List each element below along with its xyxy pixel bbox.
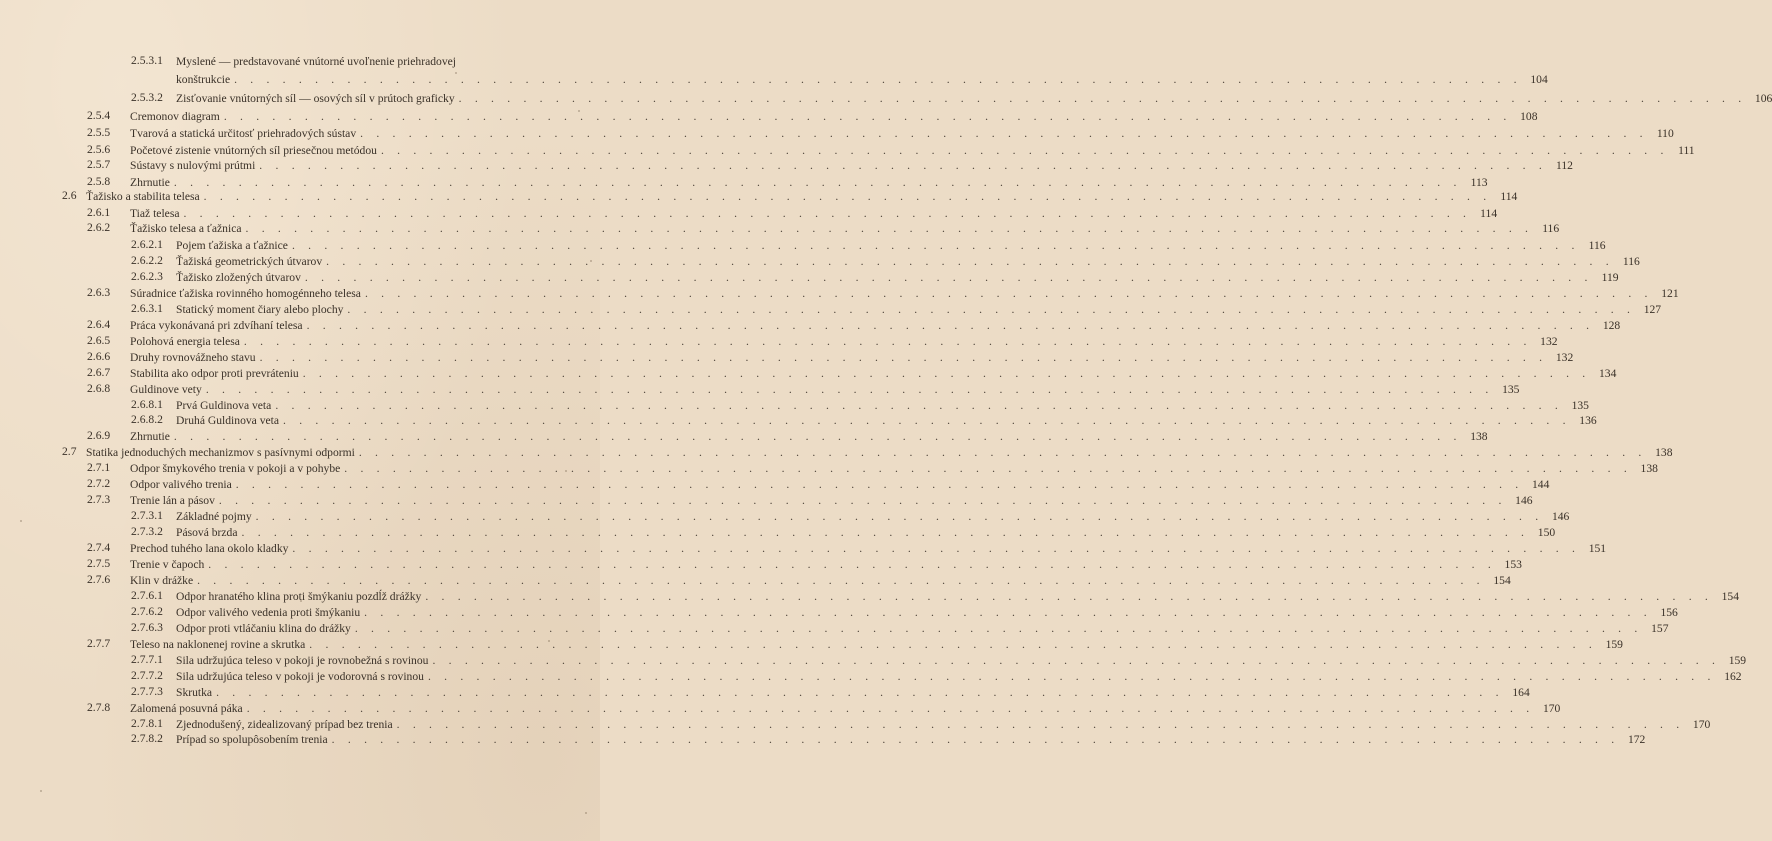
dot-leader: . . . . . . . . . . . . . . . . . . . . . . . . . . . . . . . . . . . . . . . . . . . . . . . . . . . . . . . . . . . . . . . . . . . . . . . . . . . . . . . . (360, 127, 1648, 140)
dot-leader: . . . . . . . . . . . . . . . . . . . . . . . . . . . . . . . . . . . . . . . . . . . . . . . . . . . . . . . . . . . . . . . . . . . . . . . . . . . . . . . . (302, 367, 1591, 380)
toc-entry-title: Trenie lán a pásov (130, 494, 215, 507)
toc-entry-page: 127 (1643, 303, 1662, 316)
toc-entry-page: 113 (1470, 176, 1488, 189)
toc-entry-number: 2.7.2 (87, 477, 111, 490)
toc-entry-title: Odpor valivého trenia (130, 478, 232, 491)
paper-speck (40, 790, 42, 792)
toc-entry-title: Statický moment čiary alebo plochy (176, 303, 344, 316)
paper-speck (585, 812, 587, 814)
toc-entry-number: 2.6.2 (87, 221, 111, 234)
toc-entry-title: Prípad so spolupôsobením trenia (176, 733, 328, 746)
toc-entry[interactable] (176, 685, 1530, 701)
dot-leader: . . . . . . . . . . . . . . . . . . . . . . . . . . . . . . . . . . . . . . . . . . . . . . . . . . . . . . . . . . . . . . . . . . . . . . . . . . . . . . . . (234, 73, 1522, 86)
toc-entry-number: 2.5.7 (87, 158, 111, 171)
toc-entry-page: 132 (1555, 351, 1574, 364)
toc-entry-title: Stabilita ako odpor proti prevráteniu (130, 367, 299, 380)
toc-entry-number: 2.7.8.1 (131, 717, 163, 730)
toc-entry-title: Druhá Guldinova veta (176, 414, 280, 427)
dot-leader: . . . . . . . . . . . . . . . . . . . . . . . . . . . . . . . . . . . . . . . . . . . . . . . . . . . . . . . . . . . . . . . . . . . . . . . . . . . . . . . . (275, 399, 1563, 412)
dot-leader: . . . . . . . . . . . . . . . . . . . . . . . . . . . . . . . . . . . . . . . . . . . . . . . . . . . . . . . . . . . . . . . . . . . . . . . . . . . . . . . . (304, 271, 1593, 284)
toc-entry-number: 2.7.7 (87, 637, 111, 650)
toc-entry-title: Teleso na naklonenej rovine a skrutka (130, 638, 306, 651)
dot-leader: . . . . . . . . . . . . . . . . . . . . . . . . . . . . . . . . . . . . . . . . . . . . . . . . . . . . . . . . . . . . . . . . . . . . . . . . . . . . . . . . (358, 446, 1647, 459)
toc-entry[interactable] (130, 109, 1538, 125)
toc-entry-number: 2.7.7.2 (131, 669, 163, 682)
toc-entry-number: 2.7.3 (87, 493, 111, 506)
toc-entry-number: 2.7.3.2 (131, 525, 163, 538)
dot-leader: . . . . . . . . . . . . . . . . . . . . . . . . . . . . . . . . . . . . . . . . . . . . . . . . . . . . . . . . . . . . . . . . . . . . . . . . . . . . . . . . (203, 190, 1492, 203)
toc-entry[interactable] (130, 350, 1574, 366)
dot-leader: . . . . . . . . . . . . . . . . . . . . . . . . . . . . . . . . . . . . . . . . . . . . . . . . . . . . . . . . . . . . . . . . . . . . . . . . . . . . . . . . (183, 207, 1472, 220)
toc-entry-title: Sila udržujúca teleso v pokoji je vodorovná s rovinou (176, 670, 424, 683)
toc-entry[interactable] (130, 557, 1522, 573)
dot-leader: . . . . . . . . . . . . . . . . . . . . . . . . . . . . . . . . . . . . . . . . . . . . . . . . . . . . . . . . . . . . . . . . . . . . . . . . . . . . . . . . (218, 494, 1507, 507)
dot-leader: . . . . . . . . . . . . . . . . . . . . . . . . . . . . . . . . . . . . . . . . . . . . . . . . . . . . . . . . . . . . . . . . . . . . . . . . . . . . . . . . (347, 303, 1636, 316)
toc-entry-number: 2.7.6.3 (131, 621, 163, 634)
dot-leader: . . . . . . . . . . . . . . . . . . . . . . . . . . . . . . . . . . . . . . . . . . . . . . . . . . . . . . . . . . . . . . . . . . . . . . . . . . . . . . . . (259, 351, 1548, 364)
dot-leader: . . . . . . . . . . . . . . . . . . . . . . . . . . . . . . . . . . . . . . . . . . . . . . . . . . . . . . . . . . . . . . . . . . . . . . . . . . . . . . . . (364, 287, 1653, 300)
toc-entry[interactable] (176, 669, 1742, 685)
toc-entry-page: 108 (1520, 110, 1538, 123)
toc-entry[interactable] (130, 429, 1488, 445)
toc-entry-number: 2.6 (62, 189, 77, 202)
toc-entry-page: 151 (1588, 542, 1607, 555)
dot-leader: . . . . . . . . . . . . . . . . . . . . . . . . . . . . . . . . . . . . . . . . . . . . . . . . . . . . . . . . . . . . . . . . . . . . . . . . . . . . . . . . (326, 255, 1614, 268)
toc-entry-number: 2.5.4 (87, 109, 111, 122)
toc-entry-number: 2.6.7 (87, 366, 111, 379)
toc-entry-number: 2.5.6 (87, 143, 111, 156)
toc-entry[interactable] (176, 254, 1640, 270)
toc-entry[interactable] (130, 286, 1679, 302)
toc-entry[interactable] (176, 621, 1669, 637)
toc-entry-title: Sila udržujúca teleso v pokoji je rovnobežná s rovinou (176, 654, 429, 667)
toc-entry-page: 157 (1651, 622, 1669, 635)
toc-entry[interactable] (130, 461, 1658, 477)
toc-entry-page: 138 (1640, 462, 1658, 475)
dot-leader: . . . . . . . . . . . . . . . . . . . . . . . . . . . . . . . . . . . . . . . . . . . . . . . . . . . . . . . . . . . . . . . . . . . . . . . . . . . . . . . . (458, 92, 1747, 105)
dot-leader: . . . . . . . . . . . . . . . . . . . . . . . . . . . . . . . . . . . . . . . . . . . . . . . . . . . . . . . . . . . . . . . . . . . . . . . . . . . . . . . . (205, 383, 1494, 396)
toc-entry-title: Početové zistenie vnútorných síl priesečnou metódou (130, 144, 377, 157)
toc-entry[interactable] (130, 573, 1511, 589)
toc-entry[interactable] (130, 382, 1520, 398)
toc-entry-page: 114 (1500, 190, 1518, 203)
toc-entry-number: 2.7.8.2 (131, 732, 163, 745)
dot-leader: . . . . . . . . . . . . . . . . . . . . . . . . . . . . . . . . . . . . . . . . . . . . . . . . . . . . . . . . . . . . . . . . . . . . . . . . . . . . . . . . (243, 335, 1532, 348)
toc-entry-title: Ťažisko telesa a ťažnica (130, 222, 242, 235)
toc-entry-page: 119 (1601, 271, 1619, 284)
toc-entry-number: 2.6.9 (87, 429, 111, 442)
paper-speck (548, 640, 550, 642)
toc-entry-number: 2.6.3 (87, 286, 111, 299)
toc-entry-page: 106 (1754, 92, 1772, 105)
toc-entry-number: 2.7.6.1 (131, 589, 163, 602)
toc-entry-title: Ťažisko zložených útvarov (176, 271, 301, 284)
toc-entry-title: Odpor hranatého klina proti šmýkaniu pozdĺž drážky (176, 590, 422, 603)
toc-entry[interactable] (176, 72, 1548, 88)
toc-entry-title: Guldinove vety (130, 383, 202, 396)
toc-entry[interactable] (176, 270, 1619, 286)
toc-entry[interactable] (130, 126, 1674, 142)
toc-entry-page: 136 (1579, 414, 1597, 427)
toc-entry[interactable] (176, 398, 1589, 414)
toc-entry-title: Práca vykonávaná pri zdvíhaní telesa (130, 319, 303, 332)
dot-leader: . . . . . . . . . . . . . . . . . . . . . . . . . . . . . . . . . . . . . . . . . . . . . . . . . . . . . . . . . . . . . . . . . . . . . . . . . . . . . . . . (291, 239, 1580, 252)
toc-entry[interactable] (176, 525, 1556, 541)
toc-entry-number: 2.6.6 (87, 350, 111, 363)
dot-leader: . . . . . . . . . . . . . . . . . . . . . . . . . . . . . . . . . . . . . . . . . . . . . . . . . . . . . . . . . . . . . . . . . . . . . . . . . . . . . . . . (354, 622, 1643, 635)
toc-entry-title: Odpor valivého vedenia proti šmýkaniu (176, 606, 361, 619)
toc-entry[interactable] (130, 366, 1617, 382)
toc-entry-page: 134 (1598, 367, 1617, 380)
toc-entry-number: 2.6.3.1 (131, 302, 163, 315)
dot-leader: . . . . . . . . . . . . . . . . . . . . . . . . . . . . . . . . . . . . . . . . . . . . . . . . . . . . . . . . . . . . . . . . . . . . . . . . . . . . . . . . (259, 159, 1547, 172)
toc-entry-title: Prechod tuhého lana okolo kladky (130, 542, 289, 555)
toc-entry-page: 138 (1655, 446, 1673, 459)
toc-entry-page: 172 (1627, 733, 1646, 746)
toc-entry-title: Prvá Guldinova veta (176, 399, 272, 412)
toc-entry[interactable] (130, 318, 1621, 334)
toc-entry-number: 2.7.7.3 (131, 685, 163, 698)
dot-leader: . . . . . . . . . . . . . . . . . . . . . . . . . . . . . . . . . . . . . . . . . . . . . . . . . . . . . . . . . . . . . . . . . . . . . . . . . . . . . . . . (245, 222, 1534, 235)
toc-entry[interactable] (130, 143, 1695, 159)
toc-entry-number: 2.6.8.1 (131, 398, 163, 411)
toc-entry-number: 2.6.2.1 (131, 238, 163, 251)
toc-entry-title: Ťažisko a stabilita telesa (86, 190, 200, 203)
dot-leader: . . . . . . . . . . . . . . . . . . . . . . . . . . . . . . . . . . . . . . . . . . . . . . . . . . . . . . . . . . . . . . . . . . . . . . . . . . . . . . . . (208, 558, 1496, 571)
toc-entry-number: 2.6.4 (87, 318, 111, 331)
toc-entry-page: 159 (1605, 638, 1623, 651)
paper-speck (578, 110, 580, 112)
dot-leader: . . . . . . . . . . . . . . . . . . . . . . . . . . . . . . . . . . . . . . . . . . . . . . . . . . . . . . . . . . . . . . . . . . . . . . . . . . . . . . . . (235, 478, 1524, 491)
toc-entry[interactable] (176, 589, 1739, 605)
toc-entry[interactable] (86, 189, 1518, 205)
toc-entry-number: 2.7.5 (87, 557, 111, 570)
toc-entry[interactable] (176, 413, 1597, 429)
toc-entry-page: 135 (1502, 383, 1520, 396)
toc-entry-page: 162 (1724, 670, 1742, 683)
dot-leader: . . . . . . . . . . . . . . . . . . . . . . . . . . . . . . . . . . . . . . . . . . . . . . . . . . . . . . . . . . . . . . . . . . . . . . . . . . . . . . . . (364, 606, 1652, 619)
paper-speck (565, 470, 567, 472)
dot-leader: . . . . . . . . . . . . . . . . . . . . . . . . . . . . . . . . . . . . . . . . . . . . . . . . . . . . . . . . . . . . . . . . . . . . . . . . . . . . . . . . (283, 414, 1571, 427)
toc-entry-number: 2.6.8 (87, 382, 111, 395)
dot-leader: . . . . . . . . . . . . . . . . . . . . . . . . . . . . . . . . . . . . . . . . . . . . . . . . . . . . . . . . . . . . . . . . . . . . . . . . . . . . . . . . (432, 654, 1721, 667)
toc-entry-title: Súradnice ťažiska rovinného homogénneho telesa (130, 287, 361, 300)
toc-entry[interactable] (130, 158, 1573, 174)
toc-entry-page: 156 (1660, 606, 1678, 619)
toc-entry-page: 135 (1571, 399, 1589, 412)
toc-entry-number: 2.7.8 (87, 701, 111, 714)
toc-entry-title: Trenie v čapoch (130, 558, 205, 571)
dot-leader: . . . . . . . . . . . . . . . . . . . . . . . . . . . . . . . . . . . . . . . . . . . . . . . . . . . . . . . . . . . . . . . . . . . . . . . . . . . . . . . . (173, 430, 1462, 443)
dot-leader: . . . . . . . . . . . . . . . . . . . . . . . . . . . . . . . . . . . . . . . . . . . . . . . . . . . . . . . . . . . . . . . . . . . . . . . . . . . . . . . . (309, 638, 1597, 651)
dot-leader: . . . . . . . . . . . . . . . . . . . . . . . . . . . . . . . . . . . . . . . . . . . . . . . . . . . . . . . . . . . . . . . . . . . . . . . . . . . . . . . . (396, 718, 1685, 731)
toc-entry-number: 2.6.2.2 (131, 254, 163, 267)
toc-entry-number: 2.7.3.1 (131, 509, 163, 522)
toc-entry[interactable] (130, 477, 1550, 493)
toc-entry[interactable] (176, 732, 1646, 748)
toc-entry[interactable] (130, 206, 1498, 222)
toc-entry-title: Zalomená posuvná páka (130, 702, 243, 715)
toc-entry[interactable] (176, 509, 1570, 525)
toc-entry[interactable] (176, 717, 1711, 733)
toc-entry-title: Cremonov diagram (130, 110, 220, 123)
toc-entry-page: 132 (1540, 335, 1558, 348)
toc-entry-page: 114 (1480, 207, 1498, 220)
toc-entry-number: 2.6.8.2 (131, 413, 163, 426)
toc-entry-title: Statika jednoduchých mechanizmov s pasívnymi odpormi (86, 446, 355, 459)
toc-entry-title: Polohová energia telesa (130, 335, 240, 348)
toc-entry-title: konštrukcie (176, 73, 231, 86)
paper-speck (20, 520, 22, 522)
toc-entry-title: Základné pojmy (176, 510, 252, 523)
toc-entry-page: 128 (1602, 319, 1621, 332)
toc-entry-page: 138 (1470, 430, 1488, 443)
toc-entry-page: 116 (1542, 222, 1560, 235)
toc-entry-page: 153 (1504, 558, 1522, 571)
toc-entry-page: 104 (1530, 73, 1548, 86)
toc-entry-number: 2.6.1 (87, 206, 111, 219)
dot-leader: . . . . . . . . . . . . . . . . . . . . . . . . . . . . . . . . . . . . . . . . . . . . . . . . . . . . . . . . . . . . . . . . . . . . . . . . . . . . . . . . (173, 176, 1462, 189)
toc-entry-page: 146 (1515, 494, 1533, 507)
dot-leader: . . . . . . . . . . . . . . . . . . . . . . . . . . . . . . . . . . . . . . . . . . . . . . . . . . . . . . . . . . . . . . . . . . . . . . . . . . . . . . . . (223, 110, 1512, 123)
toc-entry[interactable] (176, 653, 1747, 669)
toc-entry-number: 2.7 (62, 445, 77, 458)
toc-entry-page: 121 (1661, 287, 1679, 300)
toc-entry-page: 164 (1512, 686, 1530, 699)
toc-entry-page: 116 (1622, 255, 1640, 268)
toc-entry-page: 111 (1678, 144, 1695, 157)
dot-leader: . . . . . . . . . . . . . . . . . . . . . . . . . . . . . . . . . . . . . . . . . . . . . . . . . . . . . . . . . . . . . . . . . . . . . . . . . . . . . . . . (255, 510, 1544, 523)
toc-entry-title: Sústavy s nulovými prútmi (130, 159, 256, 172)
toc-entry-number: 2.7.7.1 (131, 653, 163, 666)
toc-entry[interactable] (176, 605, 1678, 621)
toc-entry[interactable] (130, 334, 1558, 350)
toc-entry[interactable] (130, 701, 1561, 717)
toc-entry-number: 2.6.5 (87, 334, 111, 347)
toc-entry-page: 144 (1532, 478, 1550, 491)
toc-entry-title: Zhrnutie (130, 176, 170, 189)
toc-entry[interactable] (176, 238, 1606, 254)
toc-entry-number: 2.5.3.1 (131, 54, 163, 67)
toc-entry[interactable] (176, 302, 1662, 318)
toc-entry-title: Klin v drážke (130, 574, 194, 587)
toc-entry-title: Zhrnutie (130, 430, 170, 443)
paper-speck (300, 600, 302, 602)
toc-entry-number: 2.7.1 (87, 461, 111, 474)
toc-entry-page: 154 (1721, 590, 1739, 603)
dot-leader: . . . . . . . . . . . . . . . . . . . . . . . . . . . . . . . . . . . . . . . . . . . . . . . . . . . . . . . . . . . . . . . . . . . . . . . . . . . . . . . . (241, 526, 1530, 539)
toc-entry-title: Odpor proti vtláčaniu klina do drážky (176, 622, 351, 635)
dot-leader: . . . . . . . . . . . . . . . . . . . . . . . . . . . . . . . . . . . . . . . . . . . . . . . . . . . . . . . . . . . . . . . . . . . . . . . . . . . . . . . . (306, 319, 1595, 332)
toc-entry[interactable] (176, 54, 522, 70)
toc-entry-title: Ťažiská geometrických útvarov (176, 255, 323, 268)
toc-entry[interactable] (130, 493, 1533, 509)
dot-leader: . . . . . . . . . . . . . . . . . . . . . . . . . . . . . . . . . . . . . . . . . . . . . . . . . . . . . . . . . . . . . . . . . . . . . . . . . . . . . . . . (331, 733, 1620, 746)
toc-entry[interactable] (130, 221, 1560, 237)
toc-entry-number: 2.7.6.2 (131, 605, 163, 618)
toc-entry-page: 112 (1555, 159, 1573, 172)
toc-entry-page: 150 (1537, 526, 1556, 539)
toc-entry-title: Zisťovanie vnútorných síl — osových síl v prútoch graficky (176, 92, 455, 105)
toc-entry-number: 2.5.5 (87, 126, 111, 139)
toc-entry-page: 110 (1656, 127, 1674, 140)
toc-entry-page: 170 (1542, 702, 1561, 715)
toc-entry[interactable] (176, 91, 1772, 107)
toc-entry-page: 159 (1728, 654, 1747, 667)
dot-leader: . . . . . . . . . . . . . . . . . . . . . . . . . . . . . . . . . . . . . . . . . . . . . . . . . . . . . . . . . . . . . . . . . . . . . . . . . . . . . . . . (197, 574, 1485, 587)
dot-leader: . . . . . . . . . . . . . . . . . . . . . . . . . . . . . . . . . . . . . . . . . . . . . . . . . . . . . . . . . . . . . . . . . . . . . . . . . . . . . . . . (425, 590, 1713, 603)
paper-speck (455, 72, 457, 74)
toc-entry-title: Myslené — predstavované vnútorné uvoľnenie priehradovej (176, 55, 456, 68)
toc-entry-title: Odpor šmykového trenia v pokoji a v pohybe (130, 462, 341, 475)
toc-entry[interactable] (86, 445, 1673, 461)
toc-entry-title: Tiaž telesa (130, 207, 180, 220)
dot-leader: . . . . . . . . . . . . . . . . . . . . . . . . . . . . . . . . . . . . . . . . . . . . . . . . . . . . . . . . . . . . . . . . . . . . . . . . . . . . . . . . (292, 542, 1581, 555)
toc-entry-title: Skrutka (176, 686, 213, 699)
toc-entry-title: Zjednodušený, zidealizovaný prípad bez trenia (176, 718, 393, 731)
dot-leader: . . . . . . . . . . . . . . . . . . . . . . . . . . . . . . . . . . . . . . . . . . . . . . . . . . . . . . . . . . . . . . . . . . . . . . . . . . . . . . . . (427, 670, 1716, 683)
toc-entry-number: 2.7.6 (87, 573, 111, 586)
toc-entry-number: 2.7.4 (87, 541, 111, 554)
toc-entry-page: 170 (1692, 718, 1711, 731)
toc-entry-page: 116 (1588, 239, 1606, 252)
toc-entry-page: 146 (1551, 510, 1570, 523)
dot-leader: . . . . . . . . . . . . . . . . . . . . . . . . . . . . . . . . . . . . . . . . . . . . . . . . . . . . . . . . . . . . . . . . . . . . . . . . . . . . . . . . (246, 702, 1535, 715)
toc-entry-title: Druhy rovnovážneho stavu (130, 351, 256, 364)
toc-entry-title: Pojem ťažiska a ťažnice (176, 239, 288, 252)
dot-leader: . . . . . . . . . . . . . . . . . . . . . . . . . . . . . . . . . . . . . . . . . . . . . . . . . . . . . . . . . . . . . . . . . . . . . . . . . . . . . . . . (380, 144, 1669, 157)
toc-entry-number: 2.5.8 (87, 175, 111, 188)
toc-entry[interactable] (130, 541, 1607, 557)
paper-speck (590, 260, 592, 262)
toc-entry[interactable] (130, 637, 1623, 653)
toc-entry-title: Pásová brzda (176, 526, 238, 539)
dot-leader: . . . . . . . . . . . . . . . . . . . . . . . . . . . . . . . . . . . . . . . . . . . . . . . . . . . . . . . . . . . . . . . . . . . . . . . . . . . . . . . . (216, 686, 1504, 699)
dot-leader: . . . . . . . . . . . . . . . . . . . . . . . . . . . . . . . . . . . . . . . . . . . . . . . . . . . . . . . . . . . . . . . . . . . . . . . . . . . . . . . . (344, 462, 1632, 475)
toc-entry-title: Tvarová a statická určitosť priehradových sústav (130, 127, 357, 140)
toc-entry-number: 2.5.3.2 (131, 91, 163, 104)
toc-entry-page: 154 (1493, 574, 1511, 587)
toc-entry-number: 2.6.2.3 (131, 270, 163, 283)
